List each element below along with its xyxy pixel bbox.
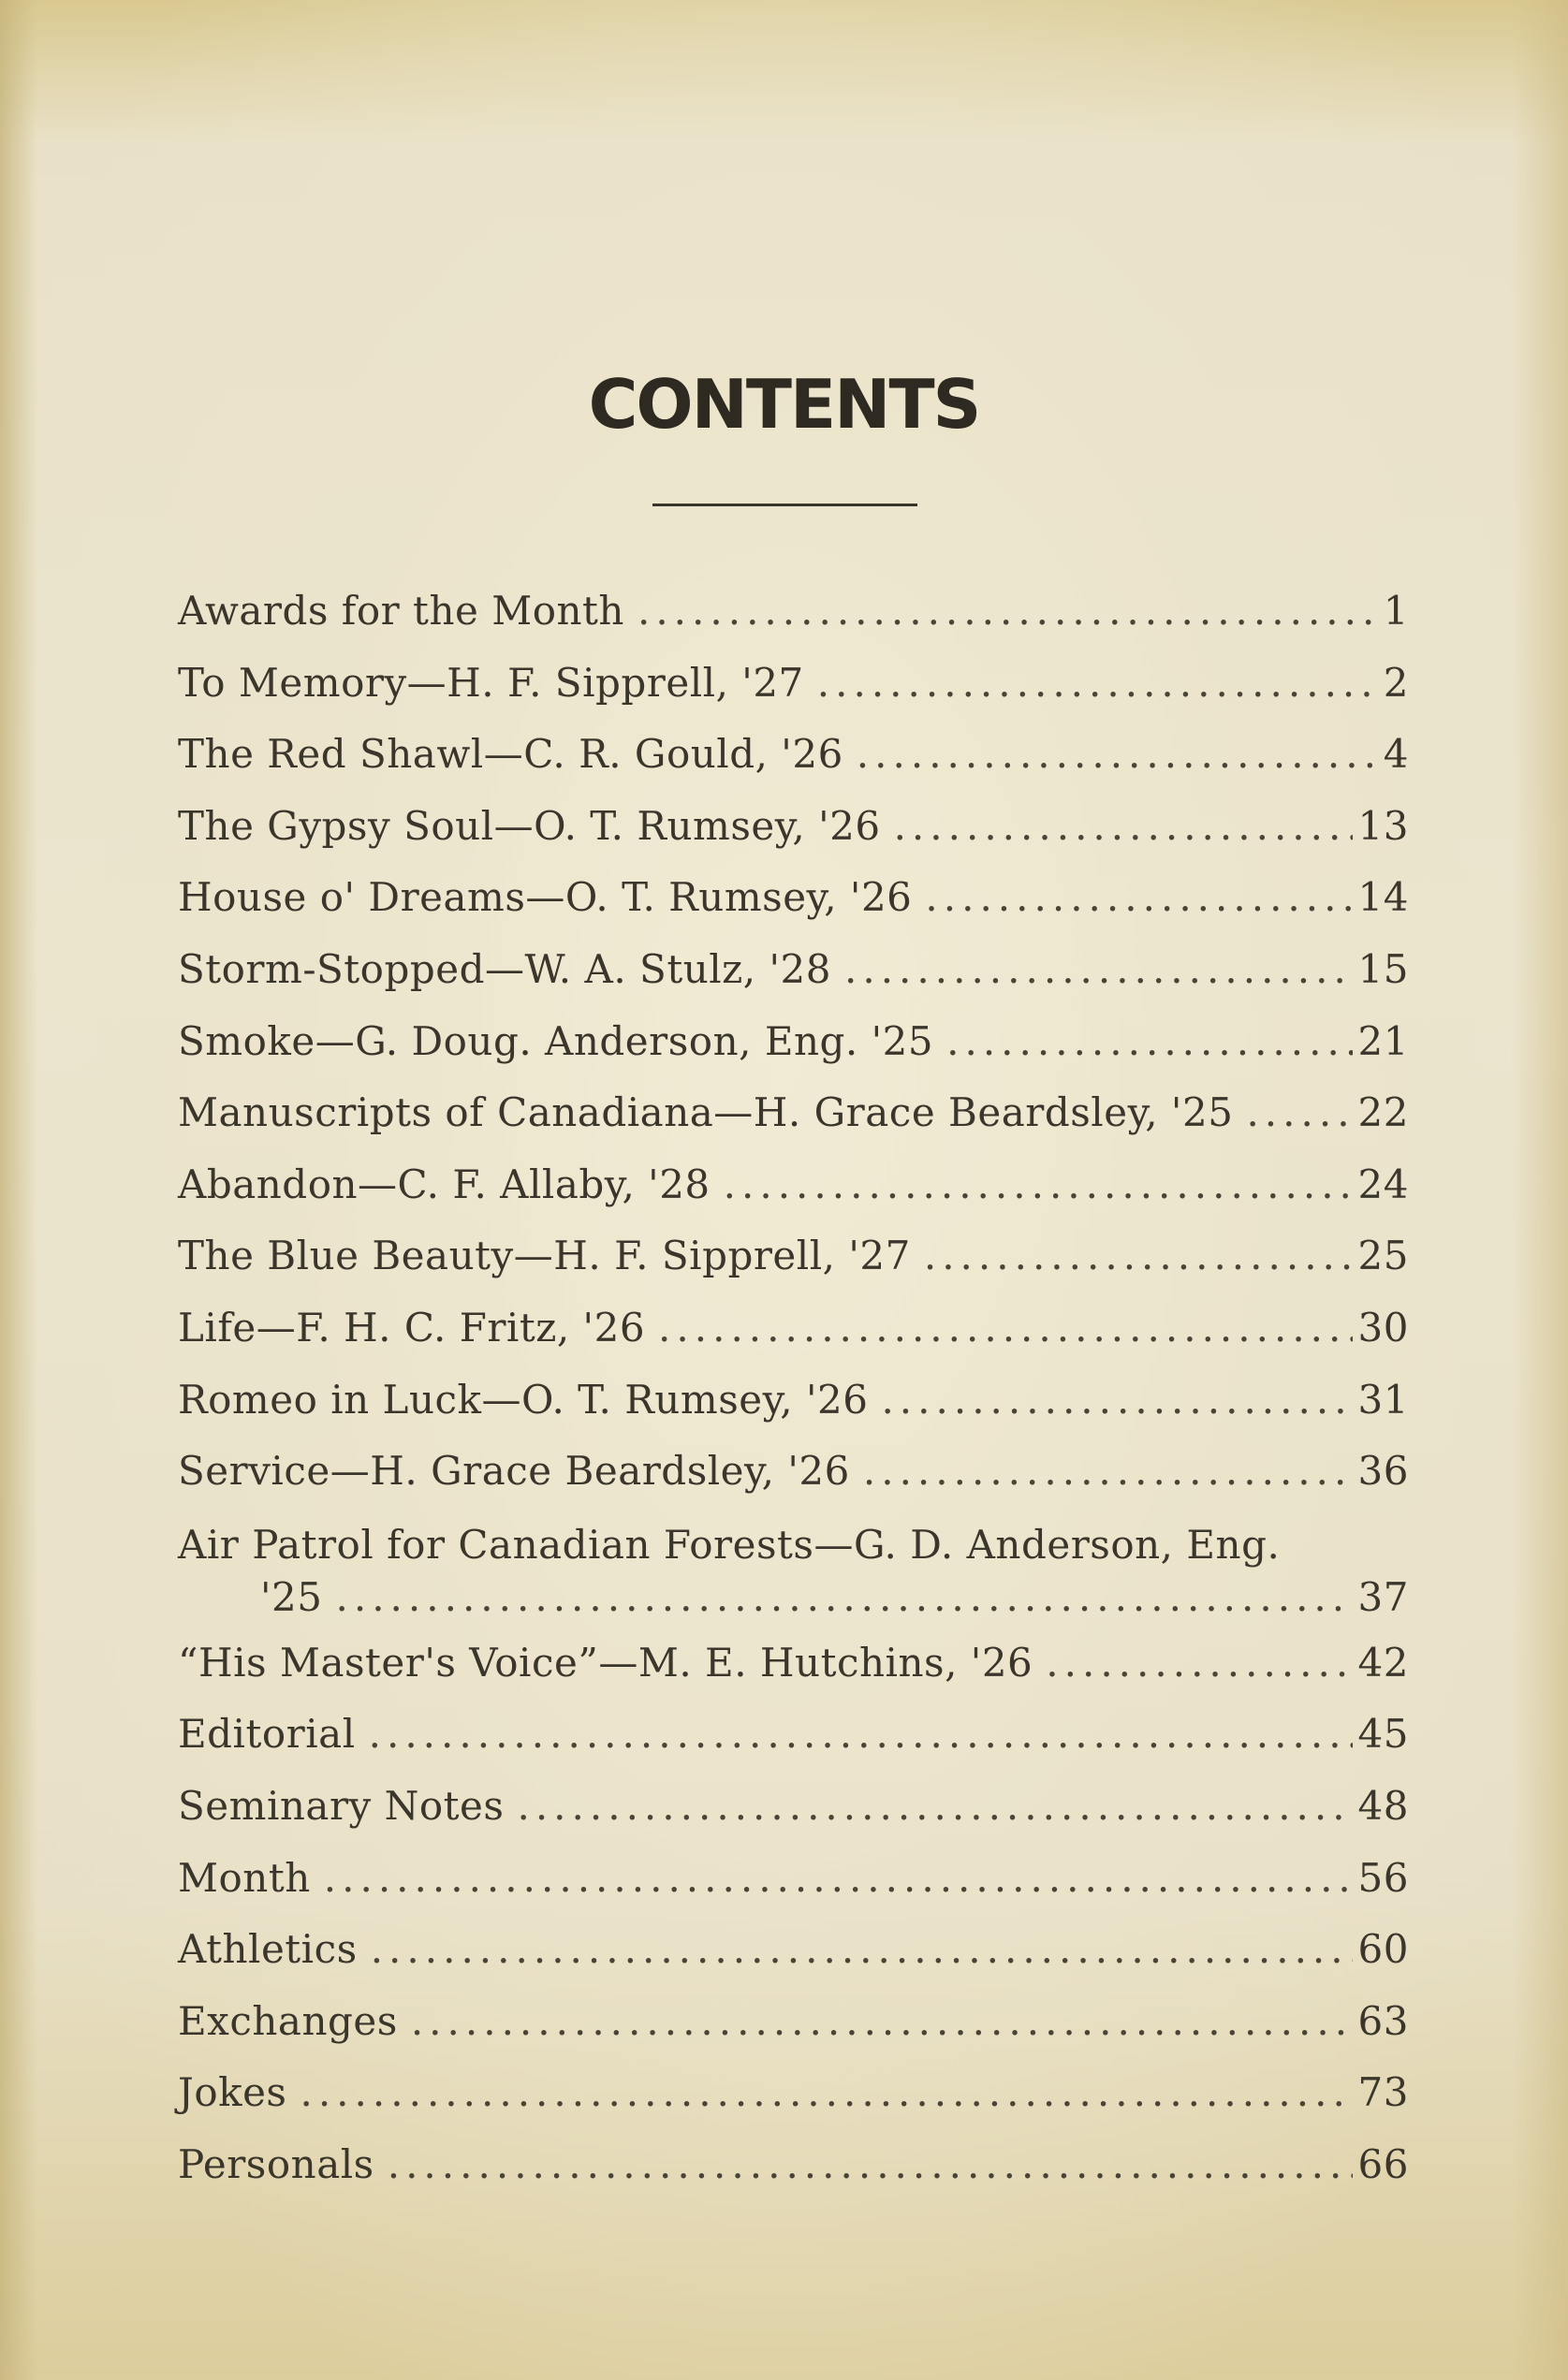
contents-entry	[178, 1843, 1409, 1915]
dot-leader	[658, 1292, 1353, 1365]
entry-title: Jokes	[178, 2069, 287, 2116]
entry-page-number: 22	[1357, 1089, 1409, 1136]
entry-page-number: 21	[1357, 1017, 1409, 1064]
entry-page-number: 45	[1357, 1711, 1409, 1758]
contents-entry	[178, 1365, 1409, 1437]
entry-page-number: 73	[1357, 2069, 1409, 2116]
dot-leader	[411, 1986, 1353, 2058]
contents-entry	[178, 791, 1409, 863]
contents-entry	[178, 2057, 1409, 2129]
entry-page-number: 15	[1357, 945, 1409, 992]
entry-page-number: 4	[1383, 731, 1409, 778]
entry-title: Athletics	[178, 1926, 358, 1973]
contents-entry	[178, 648, 1409, 720]
entry-title: Smoke—G. Doug. Anderson, Eng. '25	[178, 1017, 934, 1064]
contents-entry	[178, 1986, 1409, 2058]
entry-page-number: 1	[1383, 588, 1409, 634]
entry-page-number: 14	[1357, 874, 1409, 921]
dot-leader	[388, 2129, 1353, 2201]
entry-title: To Memory—H. F. Sipprell, '27	[178, 659, 804, 706]
entry-title: Life—F. H. C. Fritz, '26	[178, 1304, 646, 1351]
entry-title: House o' Dreams—O. T. Rumsey, '26	[178, 874, 913, 921]
contents-entry	[178, 1077, 1409, 1149]
entry-title: “His Master's Voice”—M. E. Hutchins, '26	[178, 1639, 1033, 1686]
dot-leader	[1046, 1628, 1352, 1700]
dot-leader	[369, 1699, 1353, 1771]
dot-leader	[881, 1365, 1352, 1437]
contents-entry	[178, 2129, 1409, 2201]
dot-leader	[817, 648, 1378, 720]
entry-page-number: 60	[1357, 1926, 1409, 1973]
entry-page-number: 42	[1357, 1639, 1409, 1686]
dot-leader	[946, 1006, 1352, 1078]
contents-entry	[178, 1914, 1409, 1986]
entry-title: Storm-Stopped—W. A. Stulz, '28	[178, 945, 831, 992]
entry-title: Service—H. Grace Beardsley, '26	[178, 1448, 850, 1495]
entry-page-number: 56	[1357, 1854, 1409, 1901]
entry-title: Air Patrol for Canadian Forests—G. D. Anderson, Eng.	[178, 1521, 1281, 1568]
contents-entry	[178, 719, 1409, 791]
contents-entry	[178, 1436, 1409, 1508]
contents-list	[178, 576, 1409, 2200]
contents-entry	[178, 1292, 1409, 1365]
entry-page-number: 48	[1357, 1782, 1409, 1829]
dot-leader	[863, 1436, 1353, 1508]
page-edge-shading	[1512, 0, 1568, 2380]
entry-title-continuation	[178, 1571, 1409, 1624]
dot-leader	[724, 1149, 1353, 1221]
contents-entry	[178, 934, 1409, 1006]
entry-title: Month	[178, 1854, 311, 1901]
entry-page-number: 24	[1357, 1161, 1409, 1207]
dot-leader	[637, 576, 1378, 648]
dot-leader	[324, 1843, 1353, 1915]
contents-entry	[178, 862, 1409, 934]
entry-title: Exchanges	[178, 1997, 398, 2044]
entry-title-year: '25	[260, 1573, 323, 1620]
entry-title: Abandon—C. F. Allaby, '28	[178, 1161, 711, 1207]
entry-title: The Red Shawl—C. R. Gould, '26	[178, 731, 843, 778]
dot-leader	[1246, 1077, 1352, 1149]
entry-title: Seminary Notes	[178, 1782, 505, 1829]
dot-leader	[371, 1914, 1353, 1986]
entry-title: Manuscripts of Canadiana—H. Grace Beardsley, '25	[178, 1089, 1234, 1136]
entry-page-number: 2	[1383, 659, 1409, 706]
dot-leader	[300, 2057, 1352, 2129]
entry-title: Romeo in Luck—O. T. Rumsey, '26	[178, 1376, 869, 1423]
entry-title: Editorial	[178, 1711, 356, 1758]
entry-page-number: 36	[1357, 1448, 1409, 1495]
dot-leader	[925, 862, 1352, 934]
entry-page-number: 30	[1357, 1304, 1409, 1351]
contents-entry	[178, 1771, 1409, 1843]
entry-page-number: 66	[1357, 2140, 1409, 2187]
contents-entry	[178, 1220, 1409, 1292]
dot-leader	[857, 719, 1378, 791]
page-edge-shading	[0, 0, 37, 2380]
contents-entry	[178, 1508, 1409, 1628]
contents-entry	[178, 1149, 1409, 1221]
dot-leader	[924, 1220, 1353, 1292]
contents-entry	[178, 1699, 1409, 1771]
dot-leader	[517, 1771, 1352, 1843]
dot-leader	[894, 791, 1353, 863]
entry-title: Awards for the Month	[178, 588, 624, 634]
entry-title: Personals	[178, 2140, 374, 2187]
title-divider	[652, 504, 917, 506]
page-title: CONTENTS	[588, 365, 980, 444]
entry-page-number: 13	[1357, 802, 1409, 849]
entry-page-number: 63	[1357, 1997, 1409, 2044]
contents-entry	[178, 1628, 1409, 1700]
entry-title: The Blue Beauty—H. F. Sipprell, '27	[178, 1233, 911, 1279]
entry-title: The Gypsy Soul—O. T. Rumsey, '26	[178, 802, 881, 849]
entry-page-number: 25	[1357, 1233, 1409, 1279]
entry-page-number: 37	[1357, 1573, 1409, 1620]
dot-leader	[336, 1571, 1353, 1624]
contents-entry	[178, 1006, 1409, 1078]
dot-leader	[844, 934, 1353, 1006]
contents-entry	[178, 576, 1409, 648]
entry-page-number: 31	[1357, 1376, 1409, 1423]
